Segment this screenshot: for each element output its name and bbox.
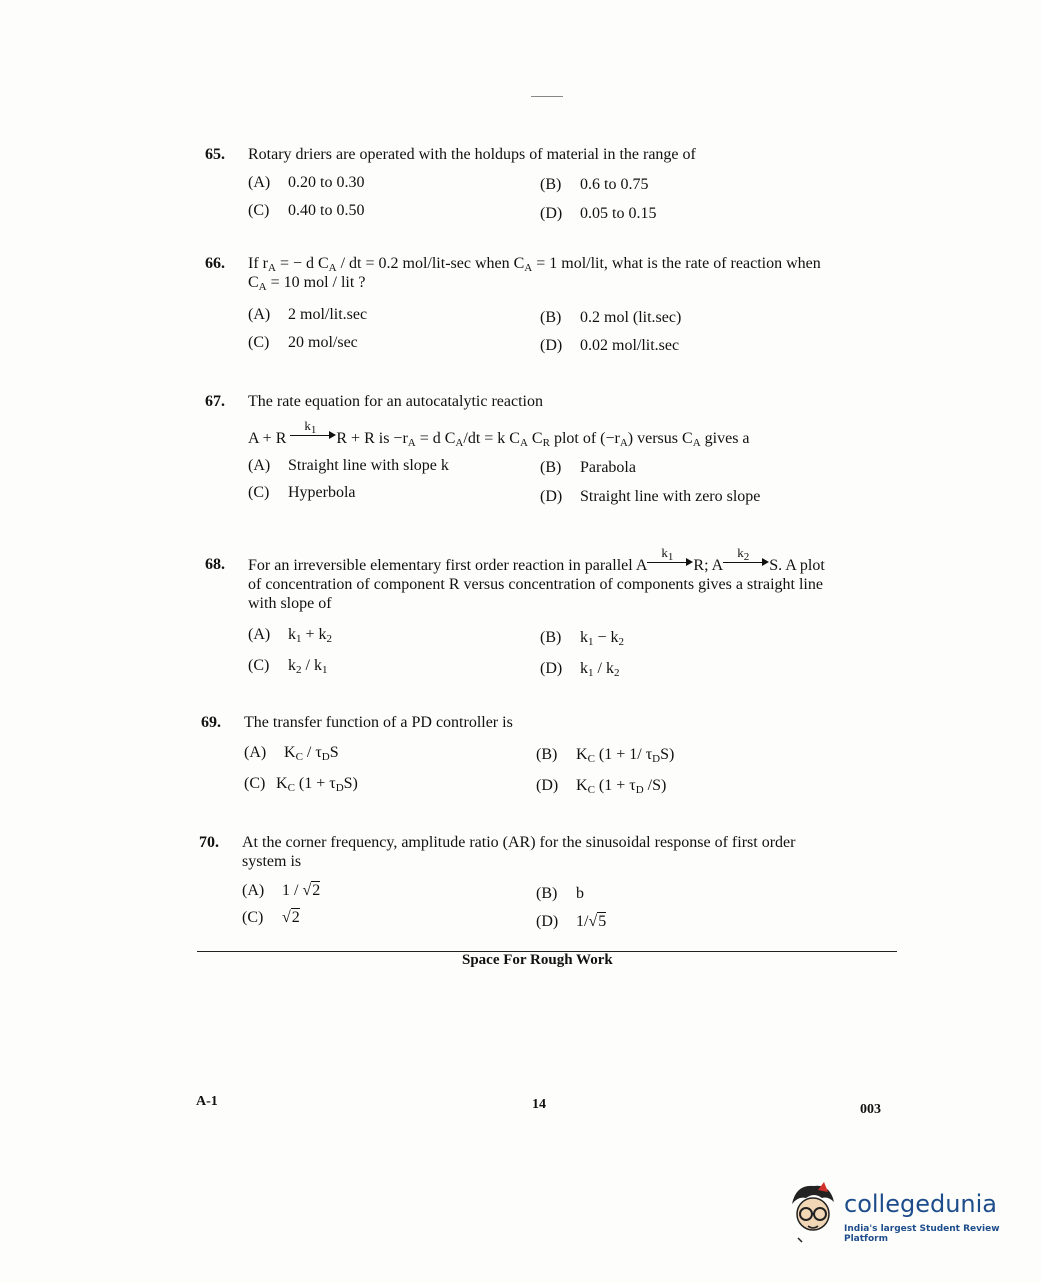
question-number: 69. [201,714,221,731]
option-c: (C) $K_C$ $(1 + \tau_DS)$ [244,775,358,794]
options [248,173,895,223]
question-number: 67. [205,393,225,410]
rough-work-heading: Space For Rough Work [462,952,613,968]
option-c: (C) Hyperbola [248,484,356,501]
option-d: (D) Straight line with zero slope [540,488,761,505]
options [248,456,895,506]
question-69 [201,713,891,796]
question-70 [199,833,889,931]
question-number: 70. [199,834,219,851]
question-number: 68. [205,556,225,573]
option-a: (A) 1 / √2 [242,882,321,899]
question-text: If $r_A$ = − d $C_A$ / dt = 0.2 mol/lit-sec when $C_A = 1$ mol/lit, what is the rate of reaction when $C_A = 10$ mol / lit ? [248,255,821,293]
question-66 [205,254,895,355]
question-text: At the corner frequency, amplitude ratio (AR) for the sinusoidal response of first order system is [242,834,796,870]
footer-page-number: 14 [532,1097,546,1112]
footer-paper-code: A-1 [196,1094,218,1109]
question-65 [205,145,895,223]
question-text: Rotary driers are operated with the holdups of material in the range of [248,146,696,163]
options [244,743,891,796]
logo-tagline: India's largest Student Review Platform [844,1224,1000,1244]
rate-equation: A + R $k_1$ R + R is $-r_A = d$ $C_A/dt = k$ $C_A$ $C_R$ plot of $(-r_A)$ versus $C_A$ gives a [248,418,750,449]
question-text: For an irreversible elementary first order reaction in parallel A $k_1$ R; A $k_2$ S. A plot of concentration of component R versus concentration of components gives a straight line with slope of [248,545,825,612]
option-d: (D) 1/√5 [536,913,607,930]
option-a: (A) 2 mol/lit.sec [248,306,368,323]
question-text: The rate equation for an autocatalytic reaction [248,393,543,410]
option-c: (C) 0.40 to 0.50 [248,202,365,219]
mascot-icon [782,1176,842,1246]
option-c: (C) $k_2 / k_1$ [248,657,328,676]
logo-wordmark: collegedunia [844,1190,998,1218]
option-b: (B) $k_1 - k_2$ [540,629,625,648]
collegedunia-logo [782,1176,1012,1246]
option-d: (D) 0.02 mol/lit.sec [540,337,680,354]
footer-serial: 003 [860,1102,881,1117]
option-b: (B) 0.6 to 0.75 [540,176,649,193]
option-c: (C) √2 [242,909,300,926]
question-text: The transfer function of a PD controller is [244,714,513,731]
option-a: (A) Straight line with slope k [248,457,449,474]
options [242,881,889,931]
question-number: 65. [205,146,225,163]
option-b: (B) b [536,885,584,902]
option-b: (B) Parabola [540,459,636,476]
reaction-arrow: $k_1$ [647,555,693,569]
reaction-arrow: $k_1$ [290,428,336,442]
option-d: (D) 0.05 to 0.15 [540,205,657,222]
question-number: 66. [205,255,225,272]
reaction-arrow: $k_2$ [723,555,769,569]
option-d: (D) $k_1 / k_2$ [540,660,620,679]
question-67 [205,392,895,506]
options [248,625,895,679]
question-68 [205,545,895,679]
options [248,305,895,355]
option-b: (B) $K_C$ (1 + 1/ $\tau_DS$) [536,746,675,765]
option-d: (D) $K_C$ ($1 + \tau_D$ /S) [536,777,667,796]
option-a: (A) $k_1 + k_2$ [248,626,333,645]
option-b: (B) 0.2 mol (lit.sec) [540,309,682,326]
option-a: (A) $K_C / \tau_DS$ [244,744,339,763]
option-a: (A) 0.20 to 0.30 [248,174,365,191]
top-mark [531,96,563,97]
option-c: (C) 20 mol/sec [248,334,358,351]
